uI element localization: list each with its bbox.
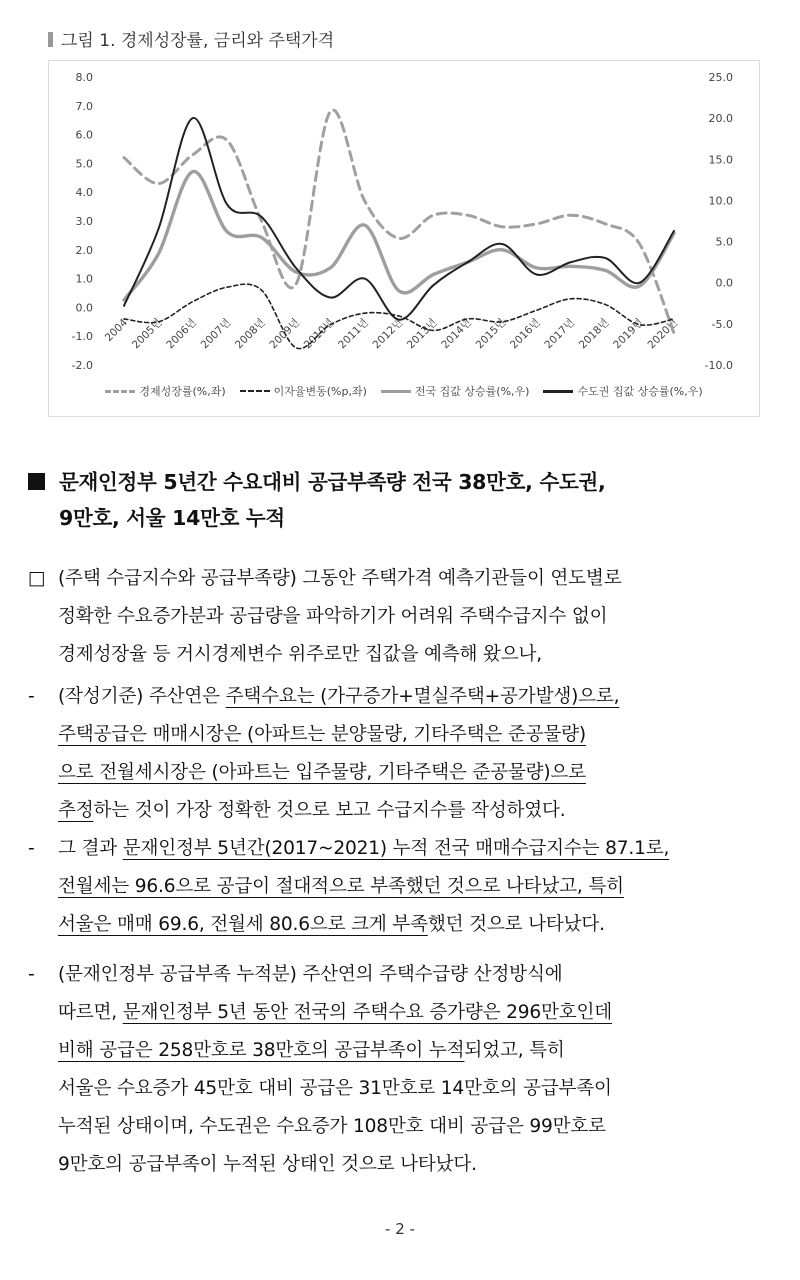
left-tick-label: 8.0: [75, 71, 93, 84]
legend-item-2: [240, 383, 367, 399]
x-tick-label: 2013년: [404, 316, 440, 352]
right-tick-label: 20.0: [708, 112, 733, 126]
chart-plot: [49, 61, 759, 381]
legend-swatch: [105, 390, 135, 393]
chart-legend: [49, 383, 759, 399]
right-tick-label: 15.0: [708, 153, 733, 167]
right-tick-label: 25.0: [708, 71, 733, 84]
x-tick-label: 2012년: [370, 316, 406, 352]
left-tick-label: 0.0: [75, 301, 93, 315]
left-tick-label: 3.0: [75, 215, 93, 228]
x-tick-label: 2019년: [611, 316, 646, 352]
dash-bullet: -: [28, 964, 35, 985]
x-tick-label: 2010년: [301, 316, 337, 352]
left-tick-label: 6.0: [75, 128, 93, 142]
figure-title: 그림 1. 경제성장률, 금리와 주택가격: [48, 26, 334, 51]
right-tick-label: -5.0: [711, 317, 733, 331]
left-tick-label: -2.0: [71, 359, 93, 372]
x-tick-label: 2014년: [439, 316, 474, 352]
right-tick-label: 5.0: [715, 235, 733, 249]
line-chart: [48, 60, 760, 417]
title-marker: [48, 32, 53, 47]
series-line-3: [124, 171, 674, 300]
square-bullet-icon: [28, 473, 45, 490]
legend-swatch: [240, 390, 270, 392]
x-tick-label: 2018년: [576, 316, 612, 352]
x-tick-label: 2009년: [267, 316, 302, 352]
paragraph-criteria: - (작성기준) 주산연은 주택수요는 (가구증가+멸실주택+공가발생)으로, 주택공급은 매매시장은 (아파트는 분양물량, 기타주택은 준공물량) 으로 전월세시장은 (아파트는 입주물량, 기타주택은 준공물량)으로 추정하는 것이 가장 정확한 것으로 보고 수급지수를 작성하였다.: [28, 678, 784, 830]
legend-label: 수도권 집값 상승률(%,우): [577, 385, 703, 398]
legend-label: 이자율변동(%p,좌): [273, 385, 367, 398]
left-tick-label: 5.0: [75, 157, 93, 171]
legend-label: 경제성장률(%,좌): [139, 385, 226, 398]
right-tick-label: 0.0: [715, 276, 733, 290]
legend-swatch: [381, 390, 411, 393]
legend-item-3: [381, 383, 530, 399]
dash-bullet: -: [28, 838, 35, 859]
paragraph-supply-index: □ (주택 수급지수와 공급부족량) 그동안 주택가격 예측기관들이 연도별로 정확한 수요증가분과 공급량을 파악하기가 어려워 주택수급지수 없이 경제성장율 등 거시경제변수 위주로만 집값을 예측해 왔으나,: [28, 560, 784, 674]
page-number: - 2 -: [385, 1220, 415, 1238]
x-tick-label: 2020년: [645, 316, 681, 352]
right-tick-label: 10.0: [708, 194, 733, 208]
x-tick-label: 2006년: [164, 316, 199, 352]
left-tick-label: 2.0: [75, 243, 93, 257]
dash-bullet: -: [28, 686, 35, 707]
left-tick-label: -1.0: [71, 330, 93, 344]
x-tick-label: 2007년: [198, 316, 234, 352]
legend-swatch: [543, 390, 573, 393]
legend-label: 전국 집값 상승률(%,우): [414, 385, 530, 398]
x-tick-label: 2017년: [542, 316, 577, 352]
x-tick-label: 2011년: [336, 316, 371, 352]
paragraph-result: - 그 결과 문재인정부 5년간(2017~2021) 누적 전국 매매수급지수는 87.1로, 전월세는 96.6으로 공급이 절대적으로 부족했던 것으로 나타났고, 특히 서울은 매매 69.6, 전월세 80.6으로 크게 부족했던 것으로 나타났다.: [28, 830, 784, 944]
legend-item-1: [105, 383, 225, 399]
legend-item-4: [543, 383, 702, 399]
x-tick-label: 2016년: [508, 316, 543, 352]
x-tick-label: 2008년: [233, 316, 268, 352]
checkbox-bullet-icon: □: [28, 568, 46, 589]
right-tick-label: -10.0: [704, 359, 733, 372]
paragraph-shortage: - (문재인정부 공급부족 누적분) 주산연의 주택수급량 산정방식에 따르면, 문재인정부 5년 동안 전국의 주택수요 증가량은 296만호인데 비해 공급은 258만호로 38만호의 공급부족이 누적되었고, 특히 서울은 수요증가 45만호 대비 공급은 31만호로 14만호의 공급부족이 누적된 상태이며, 수도권은 수요증가 108만호 대비 공급은 99만호로 9만호의 공급부족이 누적된 상태인 것으로 나타났다.: [28, 956, 784, 1184]
left-tick-label: 4.0: [75, 186, 93, 200]
x-tick-label: 2015년: [473, 316, 509, 352]
left-tick-label: 1.0: [75, 272, 93, 286]
section-heading: 문재인정부 5년간 수요대비 공급부족량 전국 38만호, 수도권, 9만호, 서울 14만호 누적: [28, 464, 788, 536]
left-tick-label: 7.0: [75, 99, 93, 113]
x-tick-label: 2004: [102, 316, 131, 345]
x-tick-label: 2005년: [129, 316, 165, 352]
